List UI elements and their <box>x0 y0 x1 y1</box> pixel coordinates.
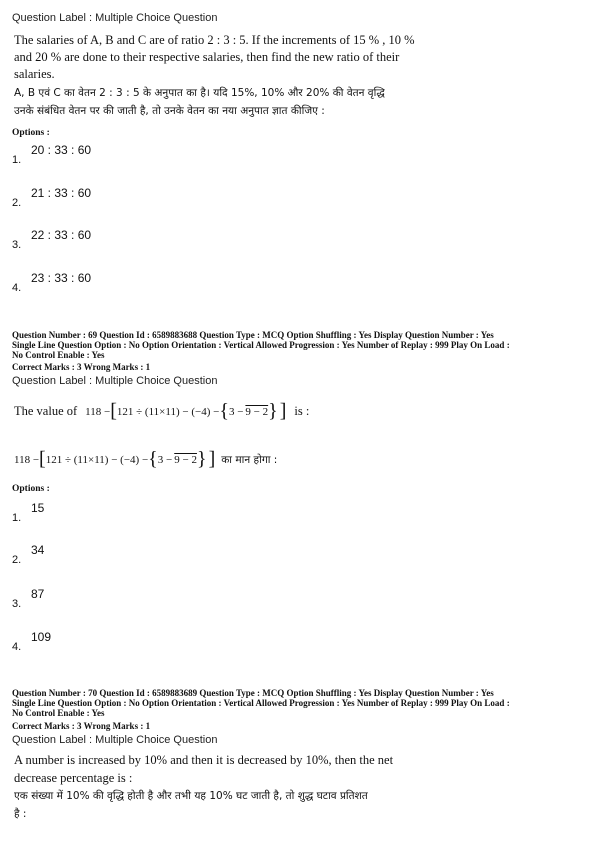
question-text-hi: है : <box>14 808 27 820</box>
option-number: 4. <box>12 282 22 294</box>
question-text-en: and 20 % are done to their respective salaries, then find the new ratio of their <box>14 50 400 64</box>
question-text-hi: एक संख्या में 10% की वृद्धि होती है और तभी यह 10% घट जाती है, तो शुद्ध घटाव प्रतिशत <box>14 790 368 802</box>
question-text-en: A number is increased by 10% and then it is decreased by 10%, then the net <box>14 753 394 767</box>
question-text-en: The salaries of A, B and C are of ratio 2 : 3 : 5. If the increments of 15 % , 10 % <box>14 33 415 47</box>
option-value[interactable]: 21 : 33 : 60 <box>31 186 92 200</box>
option-value[interactable]: 109 <box>31 630 52 644</box>
option-number: 4. <box>12 641 22 653</box>
option-value[interactable]: 22 : 33 : 60 <box>31 228 92 242</box>
question-label: Question Label : Multiple Choice Question <box>12 12 218 24</box>
options-label: Options : <box>12 484 50 494</box>
question-meta: Question Number : 70 Question Id : 6589883689 Question Type : MCQ Option Shuffling : Yes Display Question Number : Yes Single Line Question Option : No Option Orientation : Vertical Allowed Progression : Yes Number of Replay : 999 Play On Load : No Control Enable : Yes <box>12 688 510 718</box>
option-value[interactable]: 87 <box>31 587 45 601</box>
option-number: 2. <box>12 554 22 566</box>
option-number: 2. <box>12 197 22 209</box>
question-text-en: The value of 118 − [ 121 ÷ (11×11) − (−4) − { 3 − 9 − 2 } ] is : <box>14 400 310 422</box>
option-number: 1. <box>12 512 22 524</box>
question-text-hi: 118 − [ 121 ÷ (11×11) − (−4) − { 3 − 9 − 2 } ] का मान होगा : <box>14 448 278 470</box>
option-value[interactable]: 34 <box>31 543 45 557</box>
option-value[interactable]: 15 <box>31 501 45 515</box>
question-text-hi: A, B एवं C का वेतन 2 : 3 : 5 के अनुपात का है। यदि 15%, 10% और 20% की वेतन वृद्धि <box>14 87 385 99</box>
question-meta: Question Number : 69 Question Id : 6589883688 Question Type : MCQ Option Shuffling : Yes Display Question Number : Yes Single Line Question Option : No Option Orientation : Vertical Allowed Progression : Yes Number of Replay : 999 Play On Load : No Control Enable : Yes <box>12 330 510 360</box>
question-text-en: salaries. <box>14 67 55 81</box>
option-number: 3. <box>12 239 22 251</box>
question-text-hi: उनके संबंधित वेतन पर की जाती है, तो उनके वेतन का नया अनुपात ज्ञात कीजिए : <box>14 105 325 117</box>
question-label: Question Label : Multiple Choice Question <box>12 734 218 746</box>
question-text-en: decrease percentage is : <box>14 771 133 785</box>
option-number: 1. <box>12 154 22 166</box>
options-label: Options : <box>12 128 50 138</box>
question-label: Question Label : Multiple Choice Question <box>12 375 218 387</box>
option-value[interactable]: 23 : 33 : 60 <box>31 271 92 285</box>
marks-info: Correct Marks : 3 Wrong Marks : 1 <box>12 721 151 731</box>
marks-info: Correct Marks : 3 Wrong Marks : 1 <box>12 362 151 372</box>
option-value[interactable]: 20 : 33 : 60 <box>31 143 92 157</box>
option-number: 3. <box>12 598 22 610</box>
